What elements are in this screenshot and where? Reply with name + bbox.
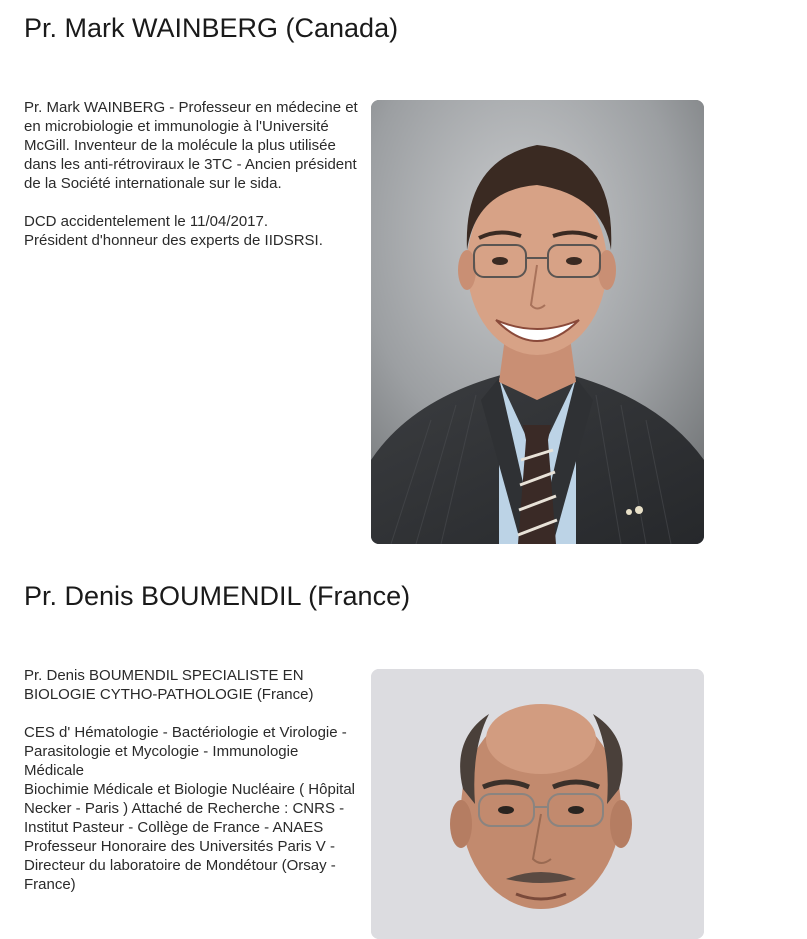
profile-bio (24, 98, 359, 269)
portrait-denis-boumendil-image (371, 669, 704, 939)
profile-mark-wainberg (24, 12, 724, 249)
bio-paragraph: Pr. Denis BOUMENDIL SPECIALISTE EN BIOLOGIE CYTHO-PATHOLOGIE (France) (24, 667, 314, 703)
profile-name: Pr. Denis BOUMENDIL (France) (24, 581, 411, 611)
portrait-mark-wainberg-image (371, 100, 704, 544)
portrait-photo (371, 100, 704, 544)
portrait-photo (371, 669, 704, 939)
bio-paragraph: CES d' Hématologie - Bactériologie et Virologie - Parasitologie et Mycologie - Immunologie Médicale Biochimie Médicale et Biologie Nucléaire ( Hôpital Necker - Paris ) Attaché de Recherche : CNRS - Institut Pasteur - Collège de France - ANAES Professeur Honoraire des Universités Paris V - Directeur du laboratoire de Mondétour (Orsay - France) (24, 724, 355, 893)
profile-bio (24, 666, 359, 913)
profile-denis-boumendil (24, 580, 724, 893)
profile-name: Pr. Mark WAINBERG (Canada) (24, 13, 399, 43)
bio-paragraph: Pr. Mark WAINBERG - Professeur en médecine et en microbiologie et immunologie à l'Université McGill. Inventeur de la molécule la plus utilisée dans les anti-rétroviraux le 3TC - Ancien président de la Société internationale sur le sida. (24, 99, 358, 192)
bio-paragraph: DCD accidentelement le 11/04/2017. Président d'honneur des experts de IIDSRSI. (24, 213, 323, 249)
